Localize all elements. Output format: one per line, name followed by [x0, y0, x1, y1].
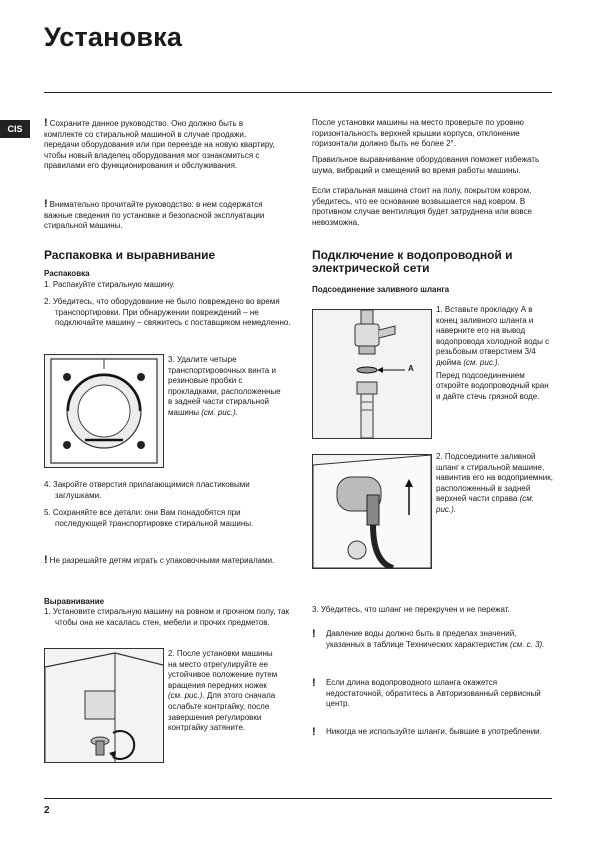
figure-reference: (см. рис.).: [201, 407, 238, 417]
hose-item-1-text: 1. Вставьте прокладку А в конец заливного шланга и наверните его на вывод водопровода холодной воды с резьбовым отверстием 3/4 дюйма: [436, 305, 550, 367]
page-reference: (см. с. 3).: [510, 639, 545, 649]
exclamation-icon: !: [312, 677, 316, 689]
section-heading-connect: Подключение к водопроводной и электрической сети: [312, 248, 513, 275]
intro-text-2: Внимательно прочитайте руководство: в нем содержатся важные сведения по установке и безопасной эксплуатации стиральной машины.: [44, 200, 265, 231]
warning-hose-length: [312, 678, 552, 710]
subheading-level: Выравнивание: [44, 597, 105, 606]
language-tab: CIS: [0, 120, 30, 138]
header-rule: [44, 92, 552, 93]
intro-warning-2: [44, 199, 282, 232]
subheading-unpack: Распаковка: [44, 269, 90, 278]
unpack-item-3-text: 3. Удалите четыре транспортировочных винта и резиновые пробки с прокладками, расположенные в задней части стиральной машины: [168, 355, 281, 417]
hose-machine-illustration: [313, 455, 431, 568]
intro-warning-1: [44, 118, 282, 172]
unpack-item-3: [168, 355, 283, 419]
figure-transport-screws: [44, 354, 164, 468]
children-warning-text: Не разрешайте детям играть с упаковочными материалами.: [49, 556, 275, 565]
hose-item-2-text: 2. Подсоедините заливной шланг к стиральной машине, навинтив его на водоприемник, расположенный в задней верхней части справа: [436, 452, 553, 504]
figure-adjust-feet: [44, 648, 164, 763]
level-intro: После установки машины на место проверьте по уровню горизонтальность верхней крышки корпуса, отклонение горизонтали должно быть не более 2°.: [312, 118, 524, 149]
figure-reference: (см. рис.).: [436, 494, 534, 514]
level-item-1: 1. Установите стиральную машину на ровном и прочном полу, так чтобы она не касалась стен, мебели и прочих предметов.: [44, 607, 290, 627]
exclamation-icon: !: [44, 554, 48, 566]
section-heading-unpack: Распаковка и выравнивание: [44, 248, 216, 262]
figure-reference: (см. рис.).: [168, 691, 205, 701]
figure-reference: (см. рис.).: [463, 357, 500, 367]
unpack-item-2: 2. Убедитесь, что оборудование не было повреждено во время транспортировки. При обнаружении повреждений – не подключайте машину – свяжитесь с поставщиком немедленно.: [44, 297, 291, 328]
warning-hose-length-text: Если длина водопроводного шланга окажется недостаточной, обратитесь в Авторизованный сервисный центр.: [326, 678, 541, 709]
warning-used-hoses: [312, 727, 552, 738]
foot-adjust-illustration: [45, 649, 163, 762]
figure-hose-gasket: [312, 309, 432, 439]
subheading-hose: Подсоединение заливного шланга: [312, 285, 450, 294]
warning-pressure-text: Давление воды должно быть в пределах значений, указанных в таблице Технических характеристик: [326, 629, 517, 649]
level-paragraph-3: Если стиральная машина стоит на полу, покрытом ковром, убедитесь, что ее основание возвышается над ковром. В противном случае вентиляция будет затруднена или вовсе невозможна.: [312, 186, 532, 227]
hose-item-2: [436, 452, 554, 516]
hose-item-3: 3. Убедитесь, что шланг не перекручен и не пережат.: [312, 605, 510, 614]
page-number: 2: [44, 805, 50, 816]
hose-gasket-illustration: [313, 310, 431, 438]
washer-back-illustration: [45, 355, 163, 467]
hose-item-1: [436, 305, 554, 402]
exclamation-icon: !: [312, 726, 316, 738]
unpack-item-5: 5. Сохраняйте все детали: они Вам понадобятся при последующей транспортировке стиральной машины.: [44, 508, 254, 528]
level-paragraph-2: Правильное выравнивание оборудования поможет избежать шума, вибраций и смещений во время работы машины.: [312, 155, 540, 175]
page-title: Установка: [44, 22, 183, 52]
exclamation-icon: !: [44, 117, 48, 129]
level-item-2-text: 2. После установки машины на место отрегулируйте ее устойчивое положение путем вращения передних ножек: [168, 649, 278, 690]
intro-text-1: Сохраните данное руководство. Оно должно быть в комплекте со стиральной машиной в случае продажи, передачи оборудования или при переезде на новую квартиру, чтобы новый владелец оборудования мог ознакомиться с правилами его функционирования и обслуживания.: [44, 119, 275, 171]
unpack-item-1: 1. Распакуйте стиральную машину.: [44, 280, 175, 289]
unpack-item-4: 4. Закройте отверстия прилагающимися пластиковыми заглушками.: [44, 480, 250, 500]
figure-hose-machine: [312, 454, 432, 569]
exclamation-icon: !: [312, 628, 316, 640]
exclamation-icon: !: [44, 198, 48, 210]
footer-rule: [44, 798, 552, 799]
level-item-2: [168, 649, 283, 734]
children-warning: [44, 555, 282, 567]
level-item-2-text-b: Для этого сначала ослабьте контргайку, после завершения регулировки контргайку затяните.: [168, 691, 276, 733]
gasket-label: A: [408, 364, 414, 373]
warning-used-hoses-text: Никогда не используйте шланги, бывшие в употреблении.: [326, 727, 542, 736]
warning-pressure: [312, 629, 552, 650]
hose-item-1-text-b: Перед подсоединением откройте водопроводный кран и дайте стечь грязной воде.: [436, 370, 549, 401]
